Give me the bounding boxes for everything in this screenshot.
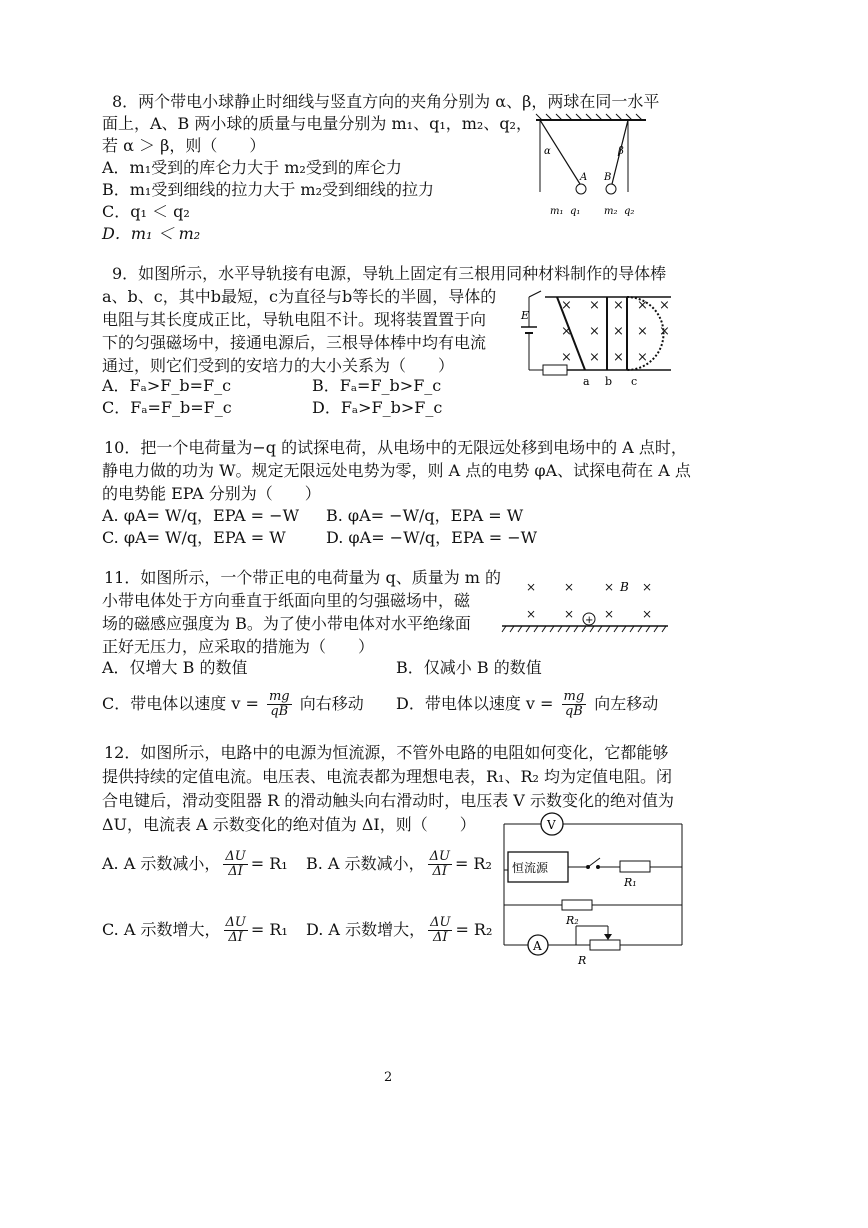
svg-text:×: × xyxy=(637,324,648,339)
q9-option-c: C．Fₐ=F_b=F_c xyxy=(102,398,232,417)
q12-stem-line-4: ΔU，电流表 A 示数变化的绝对值为 ΔI，则（ ） xyxy=(102,815,476,834)
q10-option-b: B. φA= −W/q，EPA = W xyxy=(326,506,524,525)
q10-stem-line-2: 静电力做的功为 W。规定无限远处电势为零，则 A 点的电势 φA、试探电荷在 A 点 xyxy=(102,461,691,480)
q8-pendulum-figure xyxy=(530,110,650,222)
q12-option-a-result: = R₁ xyxy=(250,854,288,873)
m1-label: m₁ xyxy=(550,206,564,217)
q8-option-c: C．q₁ ＜ q₂ xyxy=(102,202,190,221)
q12-option-d xyxy=(306,914,492,946)
q12-stem-line-3: 合电键后，滑动变阻器 R 的滑动触头向右滑动时，电压表 V 示数变化的绝对值为 xyxy=(102,791,674,810)
svg-text:×: × xyxy=(642,607,653,621)
ball-b-label: B xyxy=(604,172,612,183)
charge-plus-label: + xyxy=(585,615,594,626)
du-over-di-fraction xyxy=(224,916,248,945)
fraction-numerator: mg xyxy=(268,689,290,704)
rod-b-label: b xyxy=(605,375,613,387)
svg-text:×: × xyxy=(659,298,670,313)
q12-option-a xyxy=(102,848,288,880)
fraction-denominator: ΔI xyxy=(228,864,243,879)
ball-a-label: A xyxy=(580,172,588,183)
m2-label: m₂ xyxy=(604,206,618,217)
svg-text:×: × xyxy=(564,607,575,621)
q1-label: q₁ xyxy=(570,206,581,217)
q11-option-c-direction: 向右移动 xyxy=(299,694,364,713)
q11-stem-line-2: 小带电体处于方向垂直于纸面向里的匀强磁场中，磁 xyxy=(102,591,471,610)
q12-option-c xyxy=(102,914,288,946)
q11-option-b: B．仅减小 B 的数值 xyxy=(396,658,542,677)
q12-option-a-text: A. A 示数减小， xyxy=(102,854,221,873)
q12-stem-line-2: 提供持续的定值电流。电压表、电流表都为理想电表，R₁、R₂ 均为定值电阻。闭 xyxy=(102,767,673,786)
svg-text:×: × xyxy=(589,324,600,339)
q10-option-d: D. φA= −W/q，EPA = −W xyxy=(326,528,538,547)
svg-text:×: × xyxy=(589,350,600,365)
q9-stem-line-1: 9．如图所示，水平导轨接有电源，导轨上固定有三根用同种材料制作的导体棒 xyxy=(112,264,667,283)
q8-stem-line-2: 面上，A、B 两小球的质量与电量分别为 m₁、q₁，m₂、q₂， xyxy=(102,114,532,133)
q9-stem-line-5: 通过，则它们受到的安培力的大小关系为（ ） xyxy=(102,356,455,375)
q8-stem-line-3: 若 α ＞ β，则（ ） xyxy=(102,136,266,155)
fraction-numerator: ΔU xyxy=(429,849,450,864)
q11-option-c-text: C．带电体以速度 v = xyxy=(102,694,259,713)
emf-label: E xyxy=(521,309,530,322)
fraction-denominator: qB xyxy=(564,704,583,719)
q9-option-d: D．Fₐ>F_b>F_c xyxy=(312,398,443,417)
fraction-numerator: mg xyxy=(563,689,585,704)
q8-option-d: D．m₁ ＜ m₂ xyxy=(102,224,201,243)
svg-text:×: × xyxy=(613,324,624,339)
fraction-numerator: ΔU xyxy=(430,915,451,930)
q12-option-d-text: D. A 示数增大， xyxy=(306,920,426,939)
voltmeter-label: V xyxy=(547,818,556,832)
q12-option-b xyxy=(306,848,492,880)
beta-label: β xyxy=(618,146,624,157)
du-over-di-fraction xyxy=(223,850,247,879)
q11-stem-line-4: 正好无压力，应采取的措施为（ ） xyxy=(102,637,375,656)
mg-over-qb-fraction xyxy=(267,690,292,719)
q11-option-d-direction: 向左移动 xyxy=(594,694,659,713)
q10-option-c: C. φA= W/q，EPA = W xyxy=(102,528,286,547)
q11-option-c xyxy=(102,688,364,720)
q12-option-b-result: = R₂ xyxy=(454,854,492,873)
q8-option-a: A．m₁受到的库仑力大于 m₂受到的库仑力 xyxy=(102,158,402,177)
q12-option-d-result: = R₂ xyxy=(455,920,493,939)
q12-option-b-text: B. A 示数减小， xyxy=(306,854,425,873)
q10-stem-line-3: 的电势能 EPA 分别为（ ） xyxy=(102,484,321,503)
svg-text:×: × xyxy=(561,324,572,339)
r2-label: R₂ xyxy=(566,914,579,927)
q10-option-a: A. φA= W/q，EPA = −W xyxy=(102,506,300,525)
fraction-denominator: ΔI xyxy=(228,930,243,945)
q12-option-c-result: = R₁ xyxy=(250,920,288,939)
svg-text:×: × xyxy=(637,298,648,313)
fraction-numerator: ΔU xyxy=(225,849,246,864)
q11-stem-line-3: 场的磁感应强度为 B。为了使小带电体对水平绝缘面 xyxy=(102,614,471,633)
svg-text:×: × xyxy=(659,324,670,339)
svg-text:×: × xyxy=(642,580,653,594)
q9-stem-line-2: a、b、c，其中b最短，c为直径与b等长的半圆，导体的 xyxy=(102,287,497,306)
svg-text:×: × xyxy=(613,298,624,313)
q9-stem-line-3: 电阻与其长度成正比，导轨电阻不计。现将装置置于向 xyxy=(102,310,487,329)
q9-stem-line-4: 下的匀强磁场中，接通电源后，三根导体棒中均有电流 xyxy=(102,333,487,352)
mg-over-qb-fraction xyxy=(562,690,587,719)
q11-stem-line-1: 11．如图所示，一个带正电的电荷量为 q、质量为 m 的 xyxy=(104,568,502,587)
alpha-label: α xyxy=(544,146,551,157)
q11-option-d-text: D．带电体以速度 v = xyxy=(396,694,554,713)
q11-option-a: A．仅增大 B 的数值 xyxy=(102,658,248,677)
q9-option-a: A．Fₐ>F_b=F_c xyxy=(102,376,232,395)
svg-text:×: × xyxy=(526,607,537,621)
q8-stem-line-1: 8．两个带电小球静止时细线与竖直方向的夹角分别为 α、β，两球在同一水平 xyxy=(112,92,660,111)
q12-stem-line-1: 12．如图所示，电路中的电源为恒流源，不管外电路的电阻如何变化，它都能够 xyxy=(104,743,669,762)
svg-text:×: × xyxy=(561,350,572,365)
fraction-denominator: ΔI xyxy=(432,864,448,879)
q10-stem-line-1: 10．把一个电荷量为−q 的试探电荷，从电场中的无限远处移到电场中的 A 点时， xyxy=(104,438,687,457)
du-over-di-fraction xyxy=(428,850,452,879)
source-label: 恒流源 xyxy=(512,861,549,875)
fraction-denominator: ΔI xyxy=(432,930,448,945)
q2-label: q₂ xyxy=(624,206,635,217)
q9-rail-figure xyxy=(515,285,675,387)
svg-text:×: × xyxy=(604,580,615,594)
rheostat-label: R xyxy=(578,954,587,967)
page-number: 2 xyxy=(384,1070,393,1085)
rod-a-label: a xyxy=(583,375,590,387)
q11-field-figure xyxy=(500,575,670,635)
q11-option-d xyxy=(396,688,658,720)
rod-c-label: c xyxy=(631,375,638,387)
svg-text:×: × xyxy=(564,580,575,594)
svg-text:×: × xyxy=(589,298,600,313)
svg-text:×: × xyxy=(637,350,648,365)
svg-text:×: × xyxy=(561,298,572,313)
q12-option-c-text: C. A 示数增大， xyxy=(102,920,221,939)
q9-option-b: B．Fₐ=F_b>F_c xyxy=(312,376,442,395)
fraction-denominator: qB xyxy=(270,704,289,719)
fraction-numerator: ΔU xyxy=(225,915,246,930)
r1-label: R₁ xyxy=(624,876,637,889)
field-b-label: B xyxy=(620,580,629,594)
svg-text:×: × xyxy=(613,350,624,365)
q12-circuit-figure xyxy=(496,810,688,970)
q8-option-b: B．m₁受到细线的拉力大于 m₂受到细线的拉力 xyxy=(102,180,435,199)
ammeter-label: A xyxy=(533,939,542,953)
svg-text:×: × xyxy=(526,580,537,594)
svg-text:×: × xyxy=(604,607,615,621)
du-over-di-fraction xyxy=(428,916,452,945)
